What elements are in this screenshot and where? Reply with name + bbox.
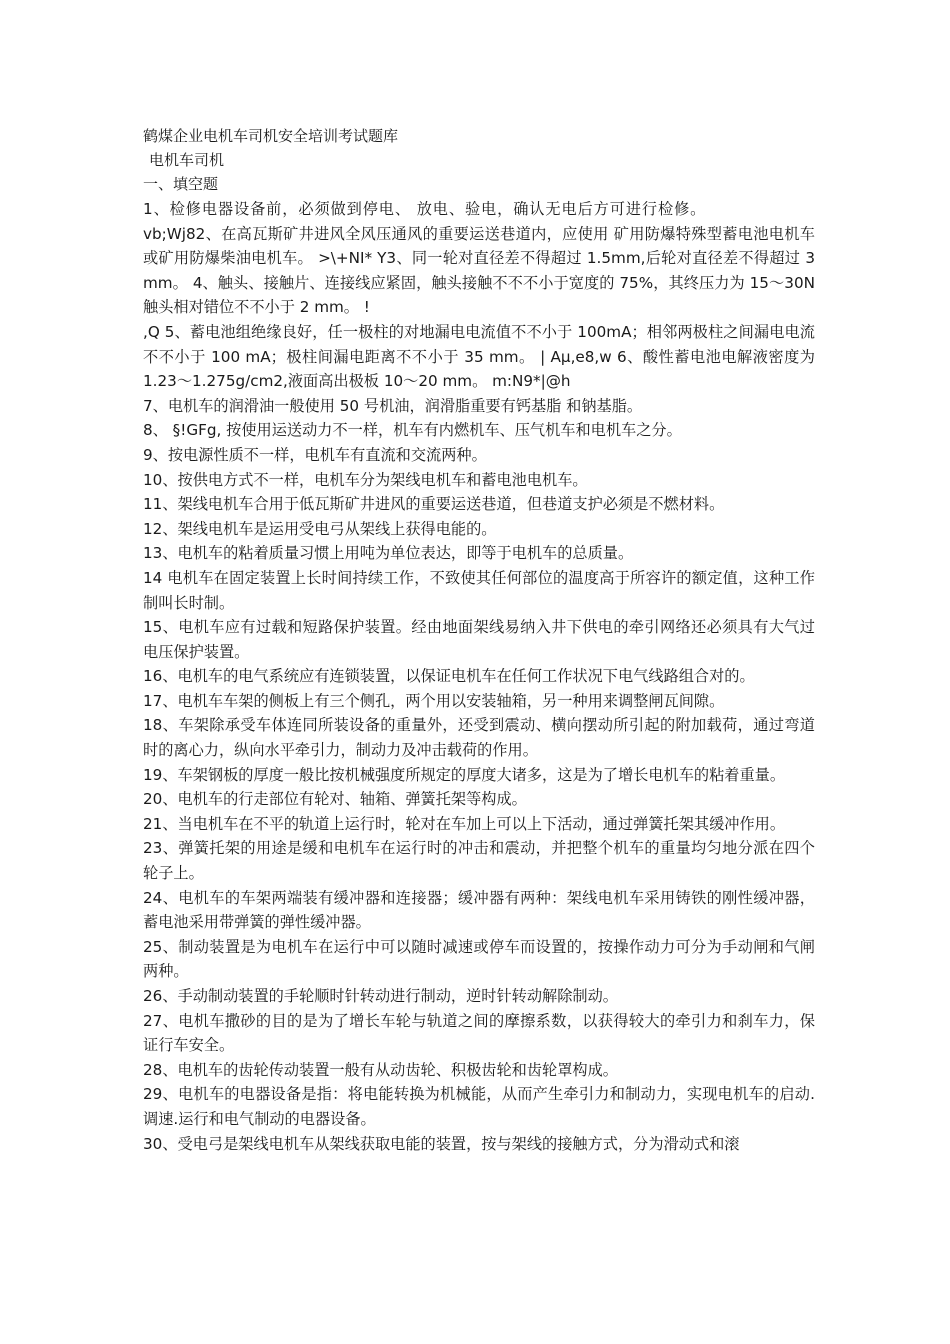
question-paragraph: 21、当电机车在不平的轨道上运行时，轮对在车加上可以上下活动，通过弹簧托架其缓冲作用。 <box>143 814 786 833</box>
question-paragraph: 20、电机车的行走部位有轮对、轴箱、弹簧托架等构成。 <box>143 790 527 809</box>
question-paragraph: 8、 §!GFg, 按使用运送动力不一样，机车有内燃机车、压气机车和电机车之分。 <box>143 421 682 440</box>
question-paragraph: 28、电机车的齿轮传动装置一般有从动齿轮、积极齿轮和齿轮罩构成。 <box>143 1060 618 1079</box>
question-paragraph: 7、电机车的润滑油一般使用 50 号机油，润滑脂重要有钙基脂 和钠基脂。 <box>143 396 643 415</box>
question-paragraph: 15、电机车应有过载和短路保护装置。经由地面架线易纳入井下供电的牵引网络还必须具有大气过电压保护装置。 <box>143 618 815 661</box>
question-paragraph: 19、车架钢板的厚度一般比按机械强度所规定的厚度大诸多，这是为了增长电机车的粘着重量。 <box>143 765 786 784</box>
section-heading: 一、填空题 <box>143 175 219 193</box>
question-paragraph: ,Q 5、蓄电池组绝缘良好，任一极柱的对地漏电电流值不不小于 100mA；相邻两极柱之间漏电电流不不小于 100 mA；极柱间漏电距离不不小于 35 mm。 | Aµ,e8,w 6、酸性蓄电池电解液密度为 1.23～1.275g/cm2,液面高出极板 10～20 mm。 m:N9*|@h <box>143 322 815 391</box>
question-paragraph: 24、电机车的车架两端装有缓冲器和连接器；缓冲器有两种：架线电机车采用铸铁的刚性缓冲器，蓄电池采用带弹簧的弹性缓冲器。 <box>143 888 815 932</box>
question-paragraph: 16、电机车的电气系统应有连锁装置，以保证电机车在任何工作状况下电气线路组合对的。 <box>143 667 755 686</box>
document-page <box>143 124 815 1156</box>
question-paragraph: 17、电机车车架的侧板上有三个侧孔，两个用以安装轴箱，另一种用来调整闸瓦间隙。 <box>143 691 725 710</box>
question-paragraph: 30、受电弓是架线电机车从架线获取电能的装置，按与架线的接触方式，分为滑动式和滚 <box>143 1134 740 1153</box>
document-title: 鹤煤企业电机车司机安全培训考试题库 <box>143 127 399 145</box>
question-paragraph: 27、电机车撒砂的目的是为了增长车轮与轨道之间的摩擦系数，以获得较大的牵引力和刹车力，保证行车安全。 <box>143 1011 815 1055</box>
question-paragraph: 26、手动制动装置的手轮顺时针转动进行制动，逆时针转动解除制动。 <box>143 987 618 1005</box>
question-paragraph: 23、弹簧托架的用途是缓和电机车在运行时的冲击和震动，并把整个机车的重量均匀地分派在四个轮子上。 <box>143 839 815 883</box>
question-paragraph: 10、按供电方式不一样，电机车分为架线电机车和蓄电池电机车。 <box>143 470 588 489</box>
question-paragraph: vb;Wj82、在高瓦斯矿井进风全风压通风的重要运送巷道内，应使用 矿用防爆特殊型蓄电池电机车或矿用防爆柴油电机车。 >\+NI* Y3、同一轮对直径差不得超过 1.5mm,后轮对直径差不得超过 3 mm。 4、触头、接触片、连接线应紧固，触头接触不不不小于宽度的 75%，其终压力为 15～30N 触头相对错位不不小于 2 mm。 ! <box>143 224 815 317</box>
question-paragraph: 11、架线电机车合用于低瓦斯矿井进风的重要运送巷道，但巷道支护必须是不燃材料。 <box>143 495 725 514</box>
question-paragraph: 25、制动装置是为电机车在运行中可以随时减速或停车而设置的，按操作动力可分为手动闸和气闸两种。 <box>143 937 815 981</box>
question-paragraph: 1、检修电器设备前，必须做到停电、 放电、验电，确认无电后方可进行检修。 <box>143 200 707 218</box>
question-paragraph: 9、按电源性质不一样，电机车有直流和交流两种。 <box>143 445 487 464</box>
question-paragraph: 14 电机车在固定装置上长时间持续工作，不致使其任何部位的温度高于所容许的额定值，这种工作制叫长时制。 <box>143 568 815 612</box>
question-paragraph: 29、电机车的电器设备是指：将电能转换为机械能，从而产生牵引力和制动力，实现电机车的启动.调速.运行和电气制动的电器设备。 <box>143 1085 815 1128</box>
document-subtitle: 电机车司机 <box>149 151 225 169</box>
question-paragraph: 12、架线电机车是运用受电弓从架线上获得电能的。 <box>143 519 497 538</box>
question-paragraph: 13、电机车的粘着质量习惯上用吨为单位表达，即等于电机车的总质量。 <box>143 544 634 563</box>
question-paragraph: 18、车架除承受车体连同所装设备的重量外，还受到震动、横向摆动所引起的附加载荷，通过弯道时的离心力，纵向水平牵引力，制动力及冲击载荷的作用。 <box>143 716 815 760</box>
